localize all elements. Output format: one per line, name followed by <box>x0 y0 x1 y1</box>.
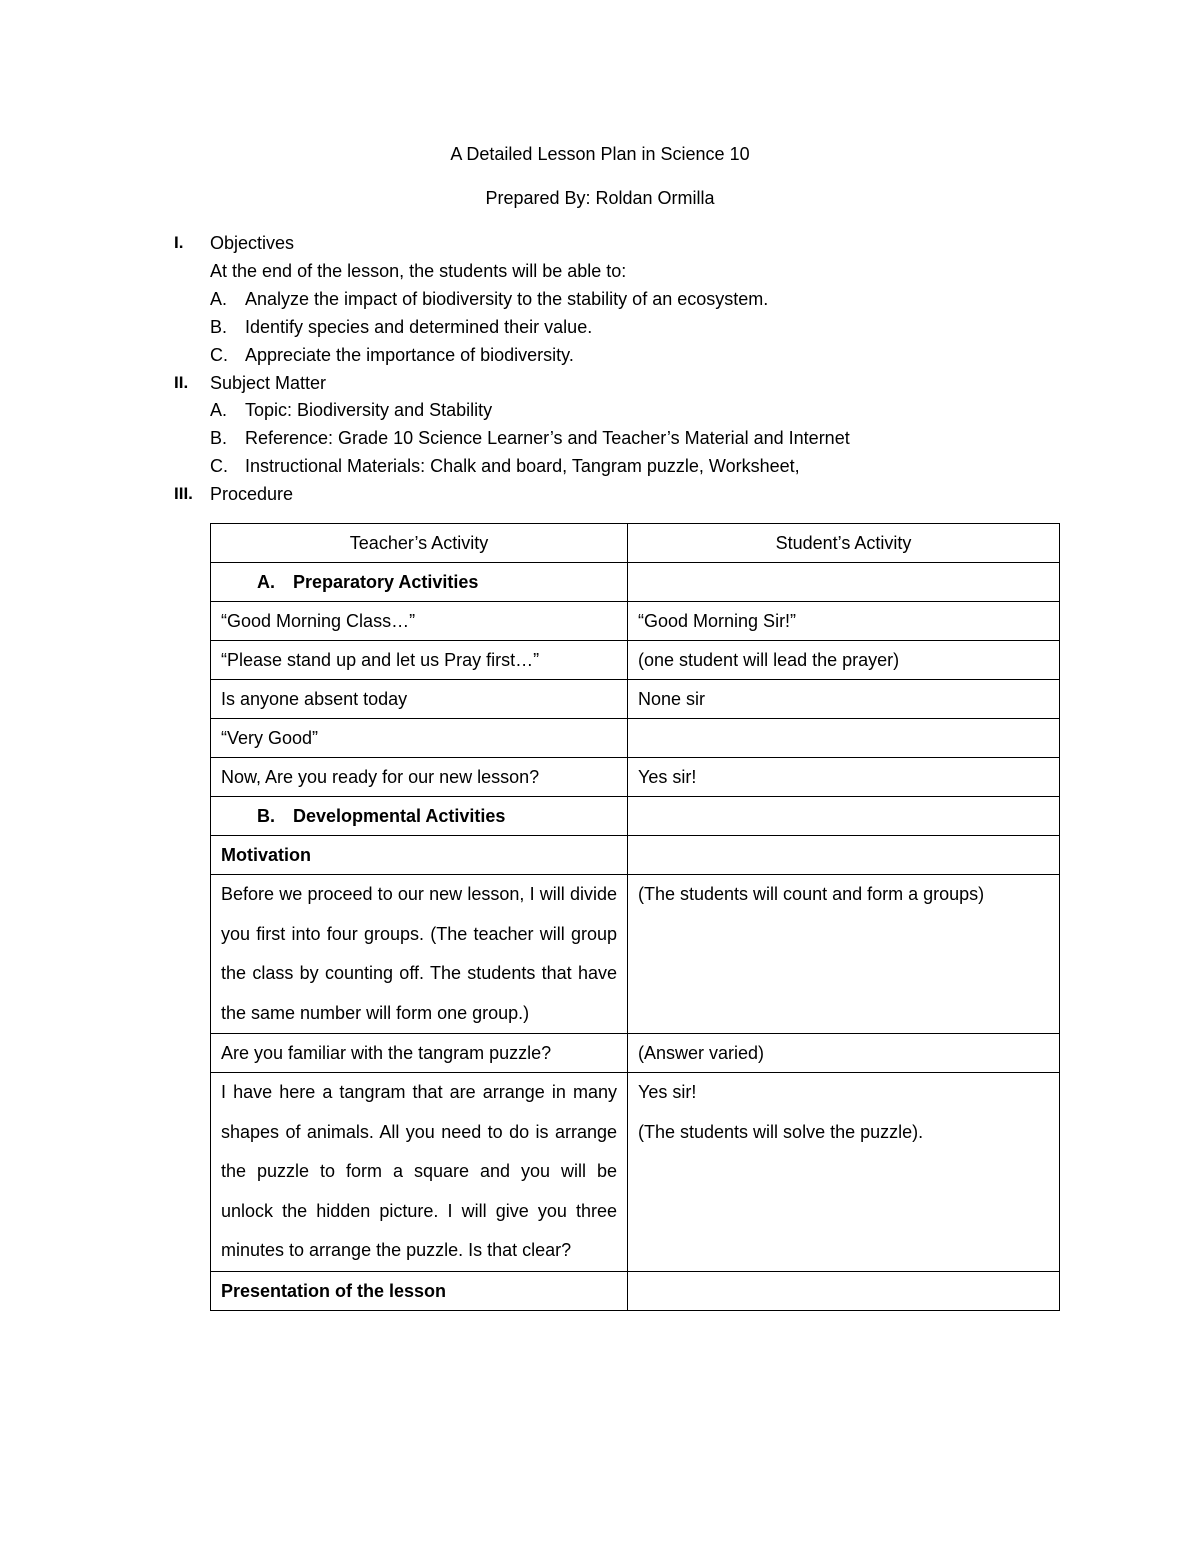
section-heading: Subject Matter <box>210 373 327 393</box>
teacher-cell: Are you familiar with the tangram puzzle? <box>211 1034 628 1073</box>
section-numeral: III. <box>174 484 193 503</box>
list-letter: B. <box>210 317 228 337</box>
table-row <box>211 1271 1060 1310</box>
teacher-cell: Now, Are you ready for our new lesson? <box>211 758 628 797</box>
table-row <box>211 1034 1060 1073</box>
list-letter: C. <box>210 345 228 365</box>
teacher-cell: “Very Good” <box>211 719 628 758</box>
document-title: A Detailed Lesson Plan in Science 10 <box>450 144 750 164</box>
list-item: Appreciate the importance of biodiversity. <box>245 345 574 365</box>
table-row <box>211 836 1060 875</box>
table-row <box>211 563 1060 602</box>
student-cell: None sir <box>628 680 1060 719</box>
student-cell: Yes sir! <box>628 758 1060 797</box>
table-header-row <box>211 524 1060 563</box>
empty-cell <box>628 797 1060 836</box>
presentation-heading: Presentation of the lesson <box>211 1271 628 1310</box>
list-item: Identify species and determined their value. <box>245 317 593 337</box>
table-row <box>211 1073 1060 1272</box>
section-heading: Procedure <box>210 484 294 504</box>
list-letter: B. <box>210 428 228 448</box>
section-letter: A. <box>257 572 275 592</box>
teacher-cell: Is anyone absent today <box>211 680 628 719</box>
list-item: Analyze the impact of biodiversity to the stability of an ecosystem. <box>245 289 769 309</box>
section-numeral: I. <box>174 233 184 252</box>
student-cell: (The students will count and form a groups) <box>628 875 1060 1034</box>
list-item: Instructional Materials: Chalk and board, Tangram puzzle, Worksheet, <box>245 456 800 476</box>
table-row <box>211 719 1060 758</box>
column-header-student: Student’s Activity <box>628 524 1060 563</box>
section-heading: Objectives <box>210 233 295 253</box>
table-row <box>211 641 1060 680</box>
teacher-cell: “Good Morning Class…” <box>211 602 628 641</box>
student-cell <box>628 719 1060 758</box>
objectives-intro: At the end of the lesson, the students will be able to: <box>210 261 627 281</box>
student-response: Yes sir! <box>638 1082 697 1102</box>
table-row <box>211 680 1060 719</box>
motivation-heading: Motivation <box>211 836 628 875</box>
empty-cell <box>628 1271 1060 1310</box>
empty-cell <box>628 836 1060 875</box>
prepared-by: Prepared By: Roldan Ormilla <box>485 188 715 208</box>
table-row <box>211 875 1060 1034</box>
list-letter: A. <box>210 289 228 309</box>
list-item: Topic: Biodiversity and Stability <box>245 400 493 420</box>
section-heading-cell <box>211 563 628 602</box>
teacher-cell: Before we proceed to our new lesson, I will divide you first into four groups. (The teacher will group the class by counting off. The students that have the same number will form one group.) <box>211 875 628 1034</box>
preparatory-heading: Preparatory Activities <box>293 572 479 592</box>
section-numeral: II. <box>174 373 189 392</box>
section-letter: B. <box>257 806 275 826</box>
column-header-teacher: Teacher’s Activity <box>211 524 628 563</box>
student-response: (The students will solve the puzzle). <box>638 1121 924 1142</box>
student-cell: (one student will lead the prayer) <box>628 641 1060 680</box>
student-cell <box>628 1073 1060 1272</box>
table-row <box>211 758 1060 797</box>
list-item: Reference: Grade 10 Science Learner’s and Teacher’s Material and Internet <box>245 428 850 448</box>
list-letter: C. <box>210 456 228 476</box>
table-row <box>211 602 1060 641</box>
table-row <box>211 797 1060 836</box>
student-cell: “Good Morning Sir!” <box>628 602 1060 641</box>
section-heading-cell <box>211 797 628 836</box>
teacher-cell: I have here a tangram that are arrange in many shapes of animals. All you need to do is arrange the puzzle to form a square and you will be unlock the hidden picture. I will give you three minutes to arrange the puzzle. Is that clear? <box>211 1073 628 1272</box>
developmental-heading: Developmental Activities <box>293 806 506 826</box>
empty-cell <box>628 563 1060 602</box>
teacher-cell: “Please stand up and let us Pray first…” <box>211 641 628 680</box>
list-letter: A. <box>210 400 228 420</box>
procedure-table <box>210 523 1060 1311</box>
student-cell: (Answer varied) <box>628 1034 1060 1073</box>
